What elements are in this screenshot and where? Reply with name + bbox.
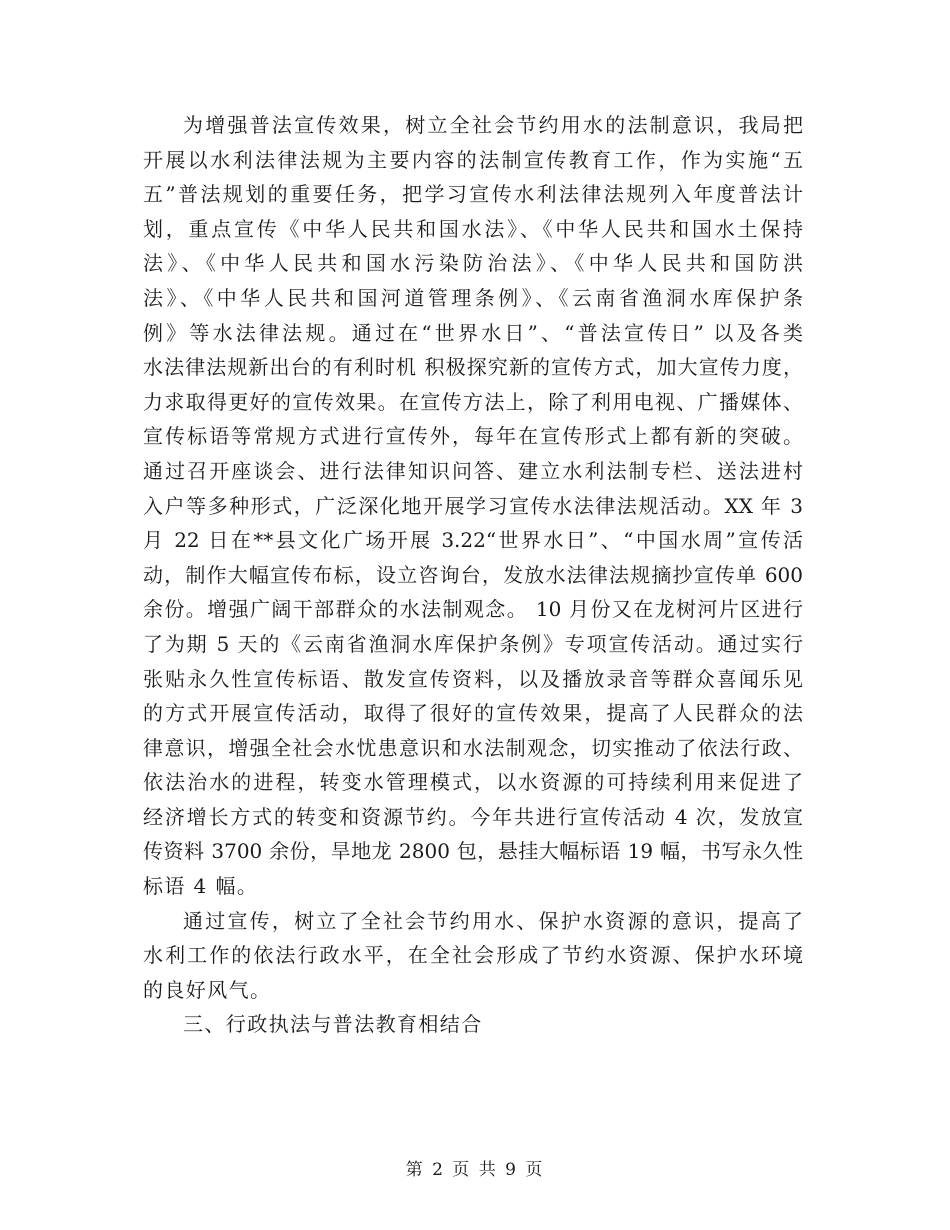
paragraph-result — [143, 904, 803, 1008]
text-line: 法》、《中华人民共和国河道管理条例》、《云南省渔洞水库保护条 — [143, 285, 803, 310]
text-line: 动，制作大幅宣传布标，设立咨询台，发放水法律法规摘抄宣传单 600 — [143, 562, 803, 587]
page-number-footer: 第 2 页 共 9 页 — [405, 1160, 545, 1180]
text-line: 例》等水法律法规。通过在“世界水日”、“普法宣传日” 以及各类 — [143, 320, 803, 345]
text-line: 标语 4 幅。 — [143, 874, 259, 899]
text-line: 依法治水的进程，转变水管理模式，以水资源的可持续利用来促进了 — [143, 770, 803, 795]
text-line: 水利工作的依法行政水平，在全社会形成了节约水资源、保护水环境 — [143, 943, 803, 968]
document-body — [143, 108, 803, 1042]
text-line: 法》、《中华人民共和国水污染防治法》、《中华人民共和国防洪 — [143, 251, 803, 276]
text-line: 入户等多种形式，广泛深化地开展学习宣传水法律法规活动。XX 年 3 — [143, 493, 803, 518]
text-line: 的良好风气。 — [143, 977, 272, 1002]
text-line: 五”普法规划的重要任务，把学习宣传水利法律法规列入年度普法计 — [143, 182, 803, 207]
text-line: 为增强普法宣传效果，树立全社会节约用水的法制意识，我局把 — [183, 113, 803, 137]
text-line: 开展以水利法律法规为主要内容的法制宣传教育工作，作为实施“五 — [143, 147, 803, 172]
text-line: 经济增长方式的转变和资源节约。今年共进行宣传活动 4 次，发放宣 — [143, 804, 803, 829]
text-line: 通过召开座谈会、进行法律知识问答、建立水利法制专栏、送法进村 — [143, 458, 803, 483]
text-line: 月 22 日在**县文化广场开展 3.22“世界水日”、“中国水周”宣传活 — [143, 528, 803, 553]
text-line: 通过宣传，树立了全社会节约用水、保护水资源的意识，提高了 — [183, 908, 803, 933]
text-line: 三、行政执法与普法教育相结合 — [183, 1012, 483, 1037]
text-line: 力求取得更好的宣传效果。在宣传方法上，除了利用电视、广播媒体、 — [143, 389, 803, 414]
text-line: 宣传标语等常规方式进行宣传外，每年在宣传形式上都有新的突破。 — [143, 424, 803, 449]
text-line: 的方式开展宣传活动，取得了很好的宣传效果，提高了人民群众的法 — [143, 701, 803, 726]
text-line: 律意识，增强全社会水忧患意识和水法制观念，切实推动了依法行政、 — [143, 735, 803, 760]
text-line: 余份。增强广阔干部群众的水法制观念。 10 月份又在龙树河片区进行 — [143, 597, 803, 622]
text-line: 水法律法规新出台的有利时机 积极探究新的宣传方式，加大宣传力度， — [143, 355, 803, 380]
section-heading — [143, 1007, 803, 1042]
text-line: 了为期 5 天的《云南省渔洞水库保护条例》专项宣传活动。通过实行 — [143, 631, 803, 656]
text-line: 划，重点宣传《中华人民共和国水法》、《中华人民共和国水土保持 — [143, 216, 803, 241]
text-line: 张贴永久性宣传标语、散发宣传资料，以及播放录音等群众喜闻乐见 — [143, 666, 803, 691]
text-line: 传资料 3700 余份，旱地龙 2800 包，悬挂大幅标语 19 幅，书写永久性 — [143, 839, 803, 864]
paragraph-publicity-effect — [143, 108, 803, 904]
